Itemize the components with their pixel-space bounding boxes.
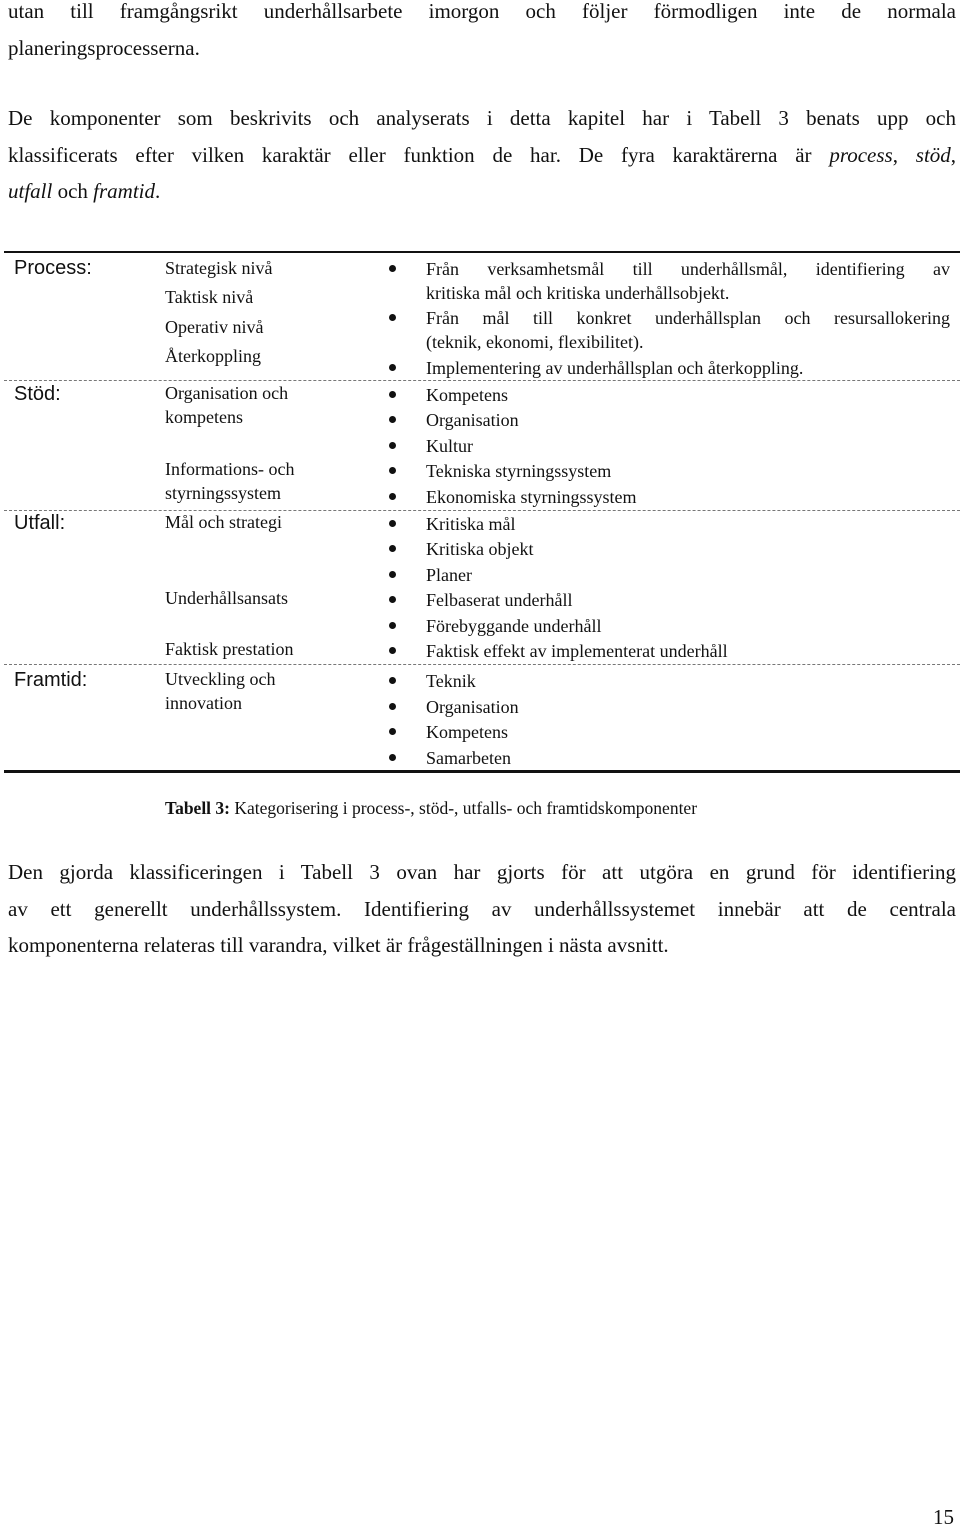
bullet-icon: [389, 545, 396, 552]
text-run: klassificerats efter vilken karaktär eller funktion de har. De fyra karaktärerna är: [8, 142, 812, 167]
bullet-item: Kompetens: [426, 385, 508, 405]
caption-text: Kategorisering i process-, stöd-, utfalls- och framtidskomponenter: [230, 798, 698, 818]
paragraph-line: [8, 173, 956, 210]
bullet-icon: [389, 467, 396, 474]
bullet-line: Från verksamhetsmål till underhållsmål, identifiering av: [426, 259, 950, 279]
text-sep: ,: [892, 142, 916, 167]
bullet-item: Kritiska objekt: [426, 539, 534, 559]
bullet-item: Organisation: [426, 410, 519, 430]
category-process: Process:: [14, 257, 92, 279]
bullet-item: Förebyggande underhåll: [426, 616, 602, 636]
sub-line: kompetens: [165, 407, 243, 427]
bullet-icon: [389, 754, 396, 761]
bullet-item: Implementering av underhållsplan och återkoppling.: [426, 358, 804, 378]
term-framtid: framtid: [93, 179, 156, 203]
sub-line: Informations- och: [165, 459, 295, 479]
bullet-item: Kritiska mål: [426, 514, 516, 534]
bullet-icon: [389, 677, 396, 684]
paragraph-line: [8, 137, 956, 174]
text-end: .: [155, 179, 161, 203]
term-utfall: utfall: [8, 179, 53, 203]
table-divider: [4, 380, 960, 381]
bullet-item: Organisation: [426, 697, 519, 717]
bullet-item: Ekonomiska styrningssystem: [426, 487, 637, 507]
bullet-line: Från mål till konkret underhållsplan och resursallokering: [426, 308, 950, 328]
page-number: 15: [933, 1505, 954, 1529]
category-framtid: Framtid:: [14, 669, 88, 691]
bullet-icon: [389, 647, 396, 654]
table-top-rule: [4, 251, 960, 253]
bullet-icon: [389, 703, 396, 710]
bullet-item: Teknik: [426, 671, 476, 691]
term-process: process: [829, 142, 893, 167]
text-sep: ,: [950, 142, 957, 167]
table-bottom-rule: [4, 770, 960, 773]
category-stod: Stöd:: [14, 383, 61, 405]
paragraph-line: komponenterna relateras till varandra, vilket är frågeställningen i nästa avsnitt.: [8, 933, 669, 957]
bullet-item: Kompetens: [426, 722, 508, 742]
bullet-icon: [389, 265, 396, 272]
sub-operativ: Operativ nivå: [165, 317, 264, 337]
sub-aterkoppling: Återkoppling: [165, 346, 261, 366]
bullet-icon: [389, 571, 396, 578]
sub-taktisk: Taktisk nivå: [165, 287, 254, 307]
bullet-line: (teknik, ekonomi, flexibilitet).: [426, 332, 644, 352]
bullet-icon: [389, 364, 396, 371]
paragraph-line: Den gjorda klassificeringen i Tabell 3 ovan har gjorts för att utgöra en grund för identifiering: [8, 860, 956, 884]
bullet-icon: [389, 493, 396, 500]
bullet-item: Tekniska styrningssystem: [426, 461, 612, 481]
sub-organisation: [165, 381, 288, 429]
sub-underhallsansats: Underhållsansats: [165, 588, 288, 608]
caption-label: Tabell 3:: [165, 798, 230, 818]
bullet-line: kritiska mål och kritiska underhållsobjekt.: [426, 283, 730, 303]
sub-line: styrningssystem: [165, 483, 282, 503]
paragraph-line: av ett generellt underhållssystem. Identifiering av underhållssystemet innebär att de centrala: [8, 896, 956, 921]
paragraph-conclusion: [8, 854, 956, 964]
sub-strategisk: Strategisk nivå: [165, 258, 273, 278]
bullet-item: [426, 306, 950, 354]
sub-mal: Mål och strategi: [165, 512, 282, 532]
term-stod: stöd: [915, 142, 951, 167]
bullet-icon: [389, 314, 396, 321]
text-sep: och: [52, 179, 94, 203]
table-divider: [4, 510, 960, 511]
paragraph-line: utan till framgångsrikt underhållsarbete imorgon och följer förmodligen inte de normala: [8, 0, 956, 23]
bullet-item: Kultur: [426, 436, 473, 456]
bullet-icon: [389, 442, 396, 449]
sub-line: Organisation och: [165, 383, 289, 403]
sub-line: Utveckling och: [165, 669, 276, 689]
sub-line: innovation: [165, 693, 242, 713]
category-utfall: Utfall:: [14, 512, 66, 534]
sub-informations: [165, 457, 294, 505]
bullet-icon: [389, 596, 396, 603]
bullet-icon: [389, 622, 396, 629]
table-caption: [165, 798, 697, 819]
bullet-icon: [389, 416, 396, 423]
sub-faktisk: Faktisk prestation: [165, 639, 294, 659]
bullet-item: [426, 257, 950, 305]
bullet-item: Faktisk effekt av implementerat underhåll: [426, 641, 728, 661]
bullet-icon: [389, 520, 396, 527]
bullet-item: Planer: [426, 565, 472, 585]
paragraph-line: De komponenter som beskrivits och analyserats i detta kapitel har i Tabell 3 benats upp och: [8, 106, 956, 130]
paragraph-line: planeringsprocesserna.: [8, 35, 200, 60]
bullet-item: Samarbeten: [426, 748, 511, 768]
table-divider: [4, 664, 960, 665]
bullet-icon: [389, 728, 396, 735]
paragraph-intro: [8, 0, 956, 66]
bullet-icon: [389, 391, 396, 398]
paragraph-classification: [8, 100, 956, 210]
bullet-item: Felbaserat underhåll: [426, 590, 573, 610]
sub-utveckling: [165, 667, 275, 715]
